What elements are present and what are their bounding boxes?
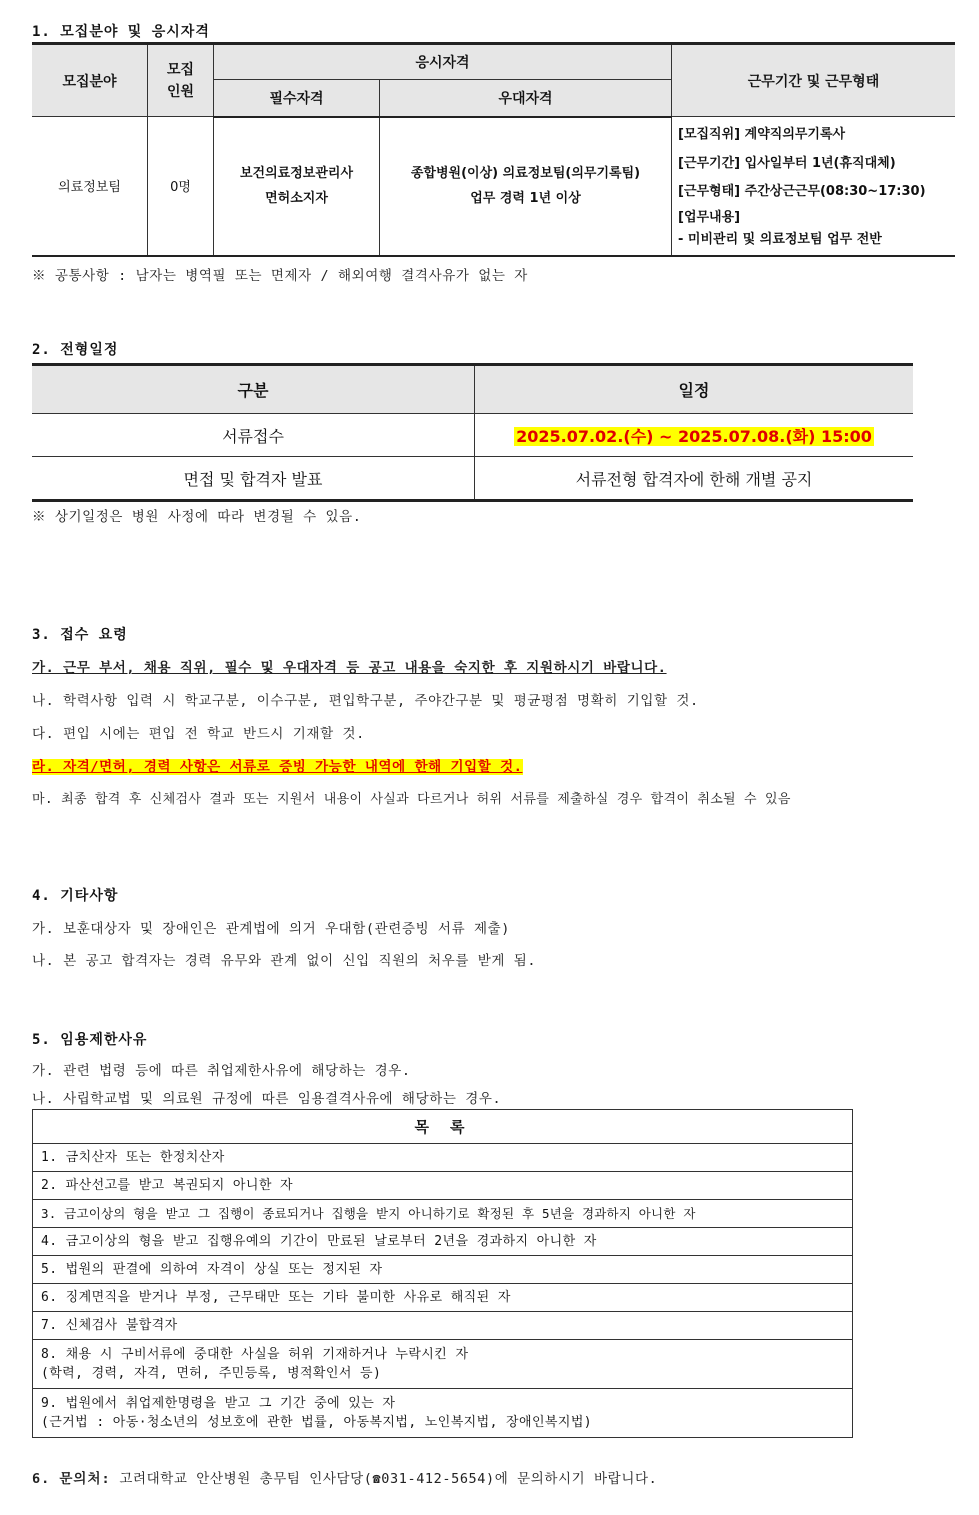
schedule-header-category: 구분 — [32, 365, 475, 414]
schedule-row2-category: 면접 및 합격자 발표 — [32, 457, 475, 501]
section4-heading: 4. 기타사항 — [32, 888, 119, 904]
section2-note: ※ 상기일정은 병원 사정에 따라 변경될 수 있음. — [32, 509, 362, 525]
section3-item-b: 나. 학력사항 입력 시 학교구분, 이수구분, 편입학구분, 주야간구분 및 평균평점 명확히 기입할 것. — [32, 693, 699, 709]
header-preferred: 우대자격 — [380, 80, 672, 117]
list-item-9-line1: 9. 법원에서 취업제한명령을 받고 그 기간 중에 있는 자 — [41, 1396, 396, 1411]
duty-type: [근무형태] 주간상근근무(08:30~17:30) — [678, 184, 926, 199]
schedule-row1-cell — [475, 414, 914, 457]
duty-period: [근무기간] 입사일부터 1년(휴직대체) — [678, 155, 896, 171]
section1-heading: 1. 모집분야 및 응시자격 — [32, 24, 210, 40]
phone-icon: ☎ — [372, 1471, 382, 1487]
section2-heading: 2. 전형일정 — [32, 342, 119, 358]
header-period: 근무기간 및 근무형태 — [672, 44, 956, 117]
section3-item-d: 라. 자격/면허, 경력 사항은 서류로 증빙 가능한 내역에 한해 기입할 것. — [32, 759, 523, 775]
application-period: 2025.07.02.(수) ~ 2025.07.08.(화) 15:00 — [516, 426, 872, 446]
section6-contact — [32, 1467, 657, 1487]
cell-field: 의료정보팀 — [32, 117, 148, 256]
contact-text-after: )에 문의하시기 바랍니다. — [486, 1471, 658, 1487]
cell-count: 0명 — [148, 117, 214, 256]
section6-heading: 6. 문의처: — [32, 1471, 111, 1487]
cell-preferred — [380, 117, 672, 256]
contact-phone: 031-412-5654 — [381, 1471, 487, 1487]
required-line1: 보건의료정보관리사 — [239, 166, 354, 181]
list-item-8-line2: (학력, 경력, 자격, 면허, 주민등록, 병적확인서 등) — [41, 1366, 382, 1381]
contact-text-before: 고려대학교 안산병원 총무팀 인사담당( — [110, 1471, 373, 1487]
list-title: 목 록 — [33, 1110, 853, 1144]
schedule-header-schedule: 일정 — [475, 365, 914, 414]
duty-content: - 미비관리 및 의료정보팀 업무 전반 — [678, 231, 882, 247]
schedule-row1-category: 서류접수 — [32, 414, 475, 457]
list-item: 3. 금고이상의 형을 받고 그 집행이 종료되거나 집행을 받지 아니하기로 확정된 후 5년을 경과하지 아니한 자 — [33, 1200, 853, 1228]
header-count-line2: 인원 — [166, 83, 195, 100]
schedule-table — [32, 363, 913, 502]
section5-heading: 5. 임용제한사유 — [32, 1032, 148, 1048]
section5-item-b: 나. 사립학교법 및 의료원 규정에 따른 임용결격사유에 해당하는 경우. — [32, 1091, 502, 1107]
section1-note: ※ 공통사항 : 남자는 병역필 또는 면제자 / 해외여행 결격사유가 없는 자 — [32, 268, 528, 284]
preferred-line1: 종합병원(이상) 의료정보팀(의무기록팀) — [410, 166, 641, 181]
required-line2: 면허소지자 — [265, 191, 328, 206]
cell-required — [214, 117, 380, 256]
header-field: 모집분야 — [32, 44, 148, 117]
section4-item-b: 나. 본 공고 합격자는 경력 유무와 관계 없이 신입 직원의 처우를 받게 됨. — [32, 953, 537, 969]
header-qualification: 응시자격 — [214, 44, 672, 80]
list-item: 5. 법원의 판결에 의하여 자격이 상실 또는 정지된 자 — [33, 1256, 853, 1284]
duty-position: [모집직위] 계약직의무기록사 — [678, 127, 846, 142]
list-item-9-line2: (근거법 : 아동·청소년의 성보호에 관한 법률, 아동복지법, 노인복지법, 장애인복지법) — [41, 1415, 593, 1430]
preferred-line2: 업무 경력 1년 이상 — [470, 191, 581, 206]
schedule-row2-schedule: 서류전형 합격자에 한해 개별 공지 — [475, 457, 914, 501]
list-item-9 — [33, 1389, 853, 1438]
list-item: 1. 금치산자 또는 한정치산자 — [33, 1144, 853, 1172]
disqualification-list — [32, 1109, 853, 1438]
header-count-line1: 모집 — [166, 61, 195, 78]
section3-heading: 3. 접수 요령 — [32, 627, 128, 643]
section3-item-c: 다. 편입 시에는 편입 전 학교 반드시 기재할 것. — [32, 726, 365, 742]
list-item-8-line1: 8. 채용 시 구비서류에 중대한 사실을 허위 기재하거나 누락시킨 자 — [41, 1347, 469, 1362]
list-item: 2. 파산선고를 받고 복권되지 아니한 자 — [33, 1172, 853, 1200]
section4-item-a: 가. 보훈대상자 및 장애인은 관계법에 의거 우대함(관련증빙 서류 제출) — [32, 921, 510, 937]
section5-item-a: 가. 관련 법령 등에 따른 취업제한사유에 해당하는 경우. — [32, 1063, 411, 1079]
section3-item-d-wrap — [32, 755, 523, 775]
header-count — [148, 44, 214, 117]
list-item: 6. 징계면직을 받거나 부정, 근무태만 또는 기타 불미한 사유로 해직된 자 — [33, 1284, 853, 1312]
list-item: 4. 금고이상의 형을 받고 집행유예의 기간이 만료된 날로부터 2년을 경과하지 아니한 자 — [33, 1228, 853, 1256]
duty-content-label: [업무내용] — [678, 209, 741, 225]
section3-item-a: 가. 근무 부서, 채용 직위, 필수 및 우대자격 등 공고 내용을 숙지한 후 지원하시기 바랍니다. — [32, 660, 667, 676]
list-item-8 — [33, 1340, 853, 1389]
section3-item-e: 마. 최종 합격 후 신체검사 결과 또는 지원서 내용이 사실과 다르거나 허위 서류를 제출하실 경우 합격이 취소될 수 있음 — [32, 792, 791, 807]
recruitment-table — [32, 42, 955, 257]
cell-duty — [672, 117, 956, 256]
header-required: 필수자격 — [214, 80, 380, 117]
list-item: 7. 신체검사 불합격자 — [33, 1312, 853, 1340]
